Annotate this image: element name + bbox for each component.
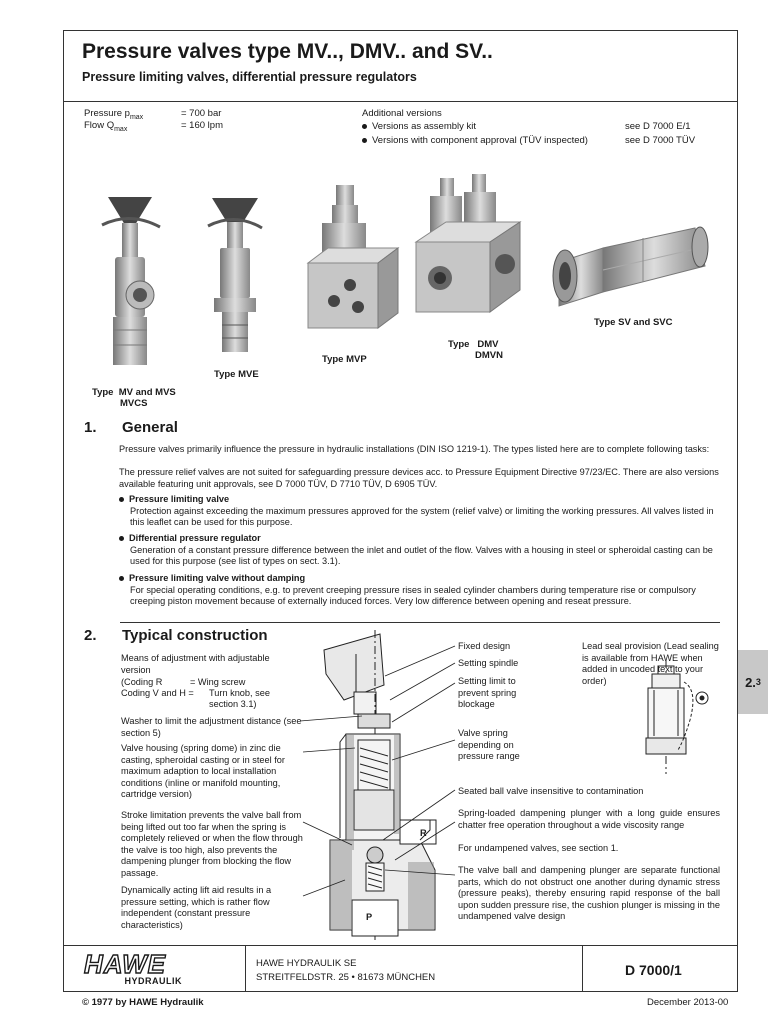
bullet-title: Differential pressure regulator: [129, 533, 261, 543]
section1-title: General: [122, 419, 178, 436]
footer-company: HAWE HYDRAULIK SE: [256, 958, 357, 969]
note-fixed: Fixed design: [458, 641, 511, 651]
section2-number: 2.: [84, 627, 97, 644]
page-subtitle: Pressure limiting valves, differential pressure regulators: [82, 70, 417, 84]
hawe-logo-text: HAWE: [84, 949, 166, 979]
note-coding-r-label: (Coding R: [121, 677, 163, 687]
note-coding-r-value: = Wing screw: [190, 677, 246, 687]
drawing-label-r: R: [420, 828, 427, 838]
spec-pressure-sub: max: [129, 113, 144, 121]
caption-mve: Type MVE: [214, 369, 259, 380]
caption-dmv-line1: DMV: [477, 339, 499, 350]
section1-number: 1.: [84, 419, 97, 436]
note-plunger: Spring-loaded dampening plunger with a long guide ensures chatter free operation throughout a wide viscosity range: [458, 808, 720, 830]
caption-mvp: Type MVP: [322, 354, 367, 365]
page-title: Pressure valves type MV.., DMV.. and SV..: [82, 40, 493, 63]
spec-flow-label: Flow Q: [84, 120, 115, 131]
lead-seal-drawing: [638, 660, 718, 776]
drawing-label-p: P: [366, 912, 373, 922]
note-coding-v-value2: section 3.1): [209, 699, 257, 709]
section2-title: Typical construction: [122, 627, 268, 644]
note-washer: Washer to limit the adjustment distance (see section 5): [121, 716, 302, 738]
hawe-logo: [84, 949, 184, 986]
bullet-text: Protection against exceeding the maximum pressures approved for the system (relief valve) or limiting the working pressures. All valves listed in this leaflet can be used for this purpose.: [130, 505, 714, 528]
additional-item-text: Versions with component approval (TÜV inspected): [372, 135, 588, 146]
note-stroke: Stroke limitation prevents the valve ball from being lifted out too far when the spring is completely relieved or when the flow through the valve is too high, also prevents the dampening plunger from blocking the flow passage.: [121, 810, 303, 878]
bullet-text: For special operating conditions, e.g. to prevent creeping pressure rises in sealed cylinder chambers during temperature rise or compulsory creeping piston movement because of externally induced forces. Very low difference between opening and reseat pressure.: [130, 584, 696, 607]
copyright: © 1977 by HAWE Hydraulik: [82, 997, 204, 1008]
caption-mv-line1: MV and MVS: [118, 387, 176, 398]
document-number: D 7000/1: [625, 962, 682, 978]
section-tab-sub: 3: [755, 677, 761, 687]
spec-flow-value: = 160 lpm: [181, 120, 223, 131]
section1-para1: Pressure valves primarily influence the pressure in hydraulic installations (DIN ISO 1219-1). The types listed here are to complete following tasks:: [119, 444, 710, 454]
spec-pressure-label: Pressure p: [84, 108, 130, 119]
footer-separator: [582, 945, 583, 992]
bullet-title: Pressure limiting valve without damping: [129, 573, 306, 583]
note-spindle: Setting spindle: [458, 658, 519, 668]
caption-mv-type: Type: [92, 387, 114, 398]
note-limit: Setting limit to prevent spring blockage: [458, 676, 517, 710]
issue-date: December 2013-00: [647, 997, 729, 1008]
additional-item-ref: see D 7000 TÜV: [625, 135, 696, 146]
hawe-logo-sub: HYDRAULIK: [124, 976, 182, 986]
additional-item-ref: see D 7000 E/1: [625, 121, 691, 132]
section1-para2: The pressure relief valves are not suited for safeguarding pressure devices acc. to Pressure Equipment Directive 97/23/EC. There are also versions available featuring unit approvals, see D 7000 TÜV, D 7710 TÜV, D 6905 TÜV.: [119, 467, 719, 489]
section-tab-main: 2.: [745, 674, 756, 690]
footer-address: STREITFELDSTR. 25 • 81673 MÜNCHEN: [256, 972, 436, 983]
note-seated: Seated ball valve insensitive to contamination: [458, 786, 644, 796]
bullet-title: Pressure limiting valve: [129, 494, 230, 504]
note-coding-v-value: Turn knob, see: [209, 688, 270, 698]
note-housing: Valve housing (spring dome) in zinc die casting, spheroidal casting or in steel for maximum adaption to local installation conditions (inline or manifold mounting, cartridge version): [121, 743, 285, 800]
additional-heading: Additional versions: [362, 108, 442, 119]
note-ball: The valve ball and dampening plunger are separate functional parts, which do not obstruct one another during dynamic stress (pressure peaks), thereby ensuring rapid response of the ball upon sudden pressure rise, the cushion plunger is missing in the undampened valve design: [458, 865, 720, 922]
bullet-text: Generation of a constant pressure difference between the inlet and outlet of the flow. Valves with a housing in steel or spheroidal casting can be used for this purpose (see list of types on sect. 3.1).: [130, 544, 713, 567]
note-adjust-line2: version: [121, 664, 151, 675]
caption-dmv-type: Type: [448, 339, 470, 350]
note-undamped: For undampened valves, see section 1.: [458, 843, 619, 853]
caption-sv: Type SV and SVC: [594, 317, 673, 328]
note-lift: Dynamically acting lift aid results in a pressure setting, which is rather flow independent (constant pressure characteristics): [121, 885, 272, 930]
note-adjust-line1: Means of adjustment with adjustable: [121, 653, 270, 663]
footer-separator: [245, 945, 246, 992]
note-lead: Lead seal provision (Lead sealing is available from HAWE when added in uncoded text to your order): [582, 641, 719, 686]
spec-flow-sub: max: [114, 125, 128, 133]
caption-dmv-line2: DMVN: [475, 350, 503, 361]
section-tab: [738, 650, 768, 714]
note-spring: Valve spring depending on pressure range: [458, 728, 520, 762]
spec-pressure-value: = 700 bar: [181, 108, 222, 119]
note-coding-v-label: Coding V and H =: [121, 688, 194, 698]
additional-item-text: Versions as assembly kit: [372, 121, 477, 132]
caption-mv-line2: MVCS: [120, 398, 148, 409]
